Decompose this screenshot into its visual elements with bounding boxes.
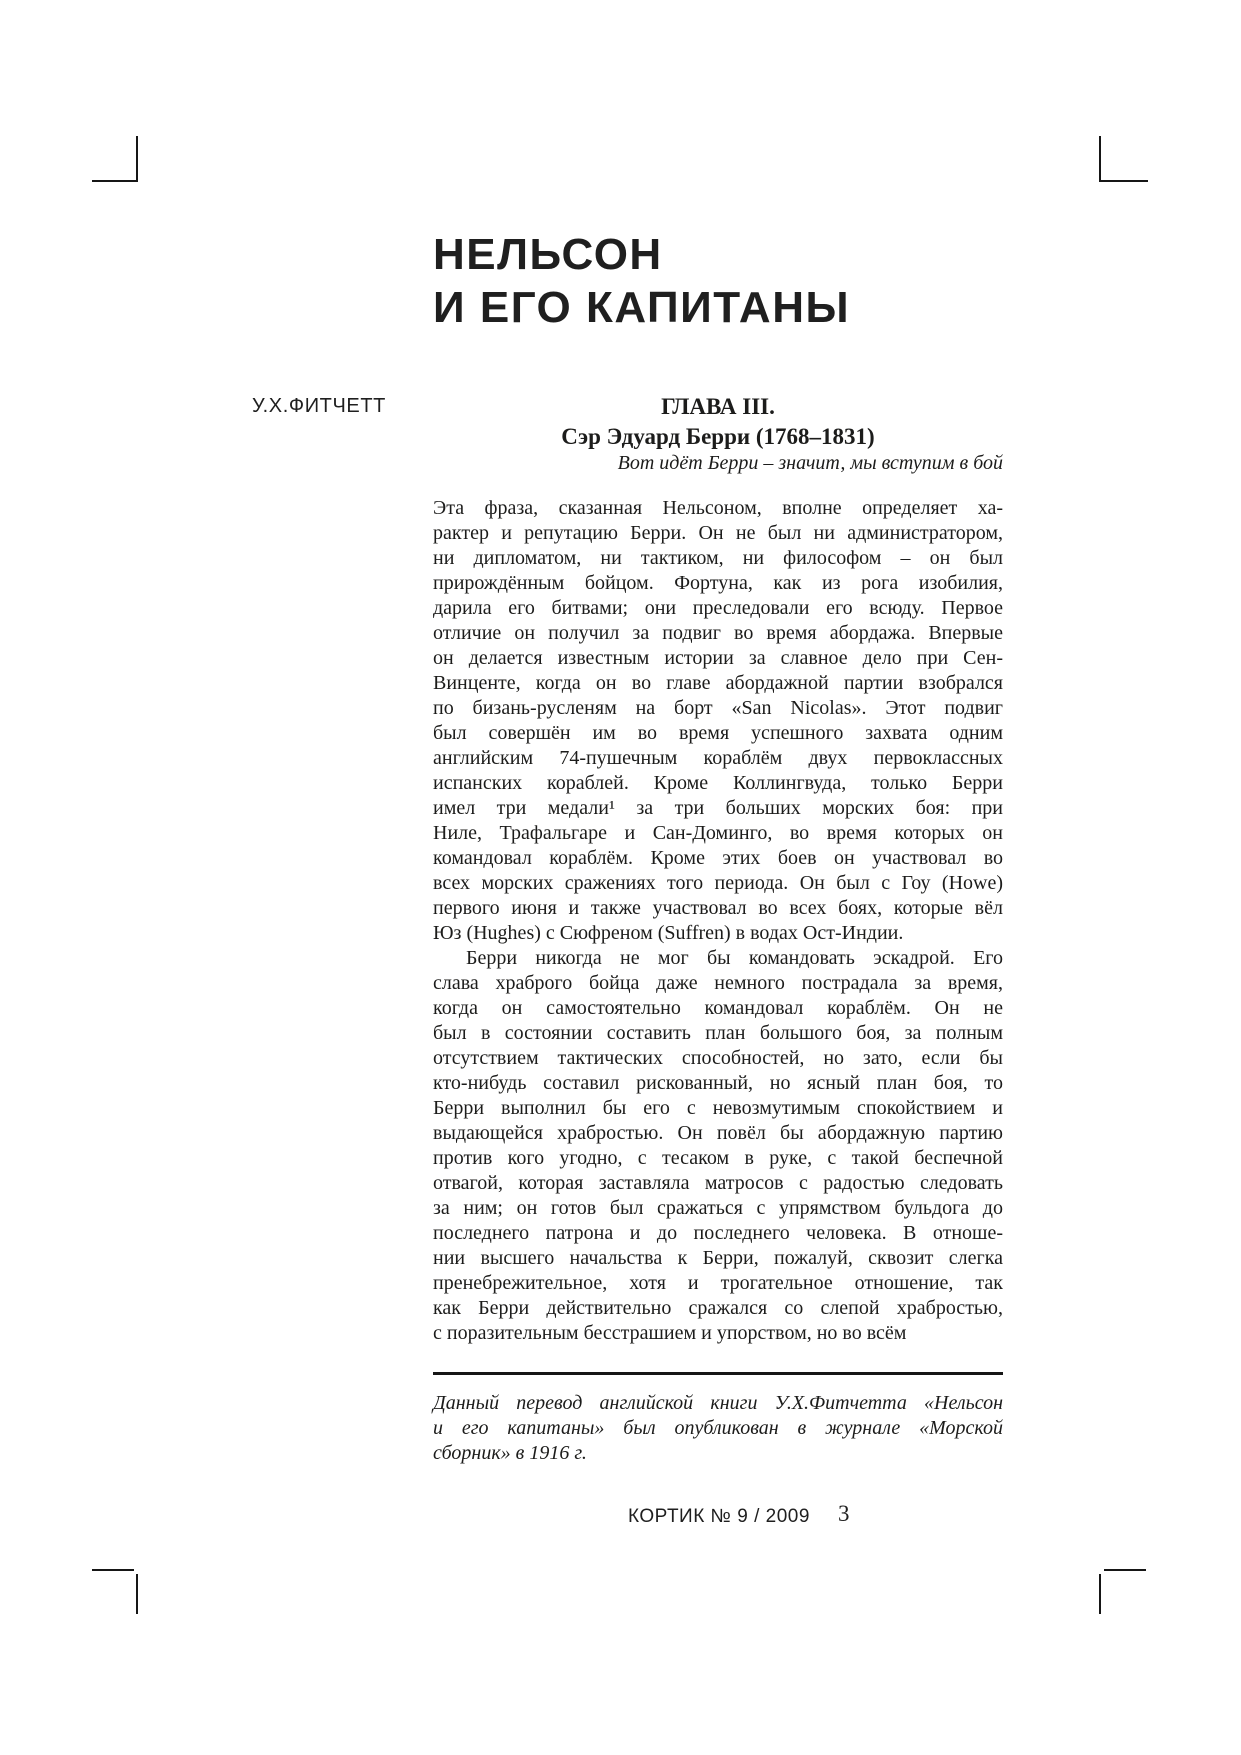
text-line: дарила его битвами; они преследовали его всюду. Первое bbox=[433, 597, 1003, 619]
paragraph bbox=[433, 946, 1003, 1346]
crop-mark-bottom-right-vertical bbox=[1099, 1574, 1101, 1614]
text-line: как Берри действительно сражался со слепой храбростью, bbox=[433, 1297, 1003, 1319]
text-line: всех морских сражениях того периода. Он был с Гоу (Howe) bbox=[433, 872, 1003, 894]
crop-mark-top-left-horizontal bbox=[92, 180, 138, 182]
body-text bbox=[433, 496, 1003, 1346]
crop-mark-bottom-right-horizontal bbox=[1104, 1569, 1146, 1571]
journal-title: КОРТИК № 9 / 2009 bbox=[628, 1506, 810, 1527]
chapter-subheading: Сэр Эдуард Берри (1768–1831) bbox=[561, 424, 875, 449]
article-title bbox=[433, 228, 850, 334]
article-title-line-1: НЕЛЬСОН bbox=[433, 230, 663, 279]
text-line: кто-нибудь составил рискованный, но ясный план боя, то bbox=[433, 1072, 1003, 1094]
text-line: Юз (Hughes) с Сюфреном (Suffren) в водах Ост-Индии. bbox=[433, 922, 904, 944]
text-line: когда он самостоятельно командовал кораблём. Он не bbox=[433, 997, 1003, 1019]
footnote-rule bbox=[433, 1372, 1003, 1375]
text-line: Ниле, Трафальгаре и Сан-Доминго, во время которых он bbox=[433, 822, 1003, 844]
text-line: имел три медали¹ за три больших морских боя: при bbox=[433, 797, 1003, 819]
crop-mark-bottom-left-horizontal bbox=[92, 1569, 134, 1571]
text-line: рактер и репутацию Берри. Он не был ни администратором, bbox=[433, 522, 1003, 544]
text-line: нии высшего начальства к Берри, пожалуй, сквозит слегка bbox=[433, 1247, 1003, 1269]
text-line: был совершён им во время успешного захвата одним bbox=[433, 722, 1003, 744]
text-line: сборник» в 1916 г. bbox=[433, 1442, 587, 1464]
page-number: 3 bbox=[838, 1501, 850, 1526]
text-line: с поразительным бесстрашием и упорством, но во всём bbox=[433, 1322, 907, 1344]
crop-mark-top-left-vertical bbox=[136, 136, 138, 182]
chapter-heading: ГЛАВА III. bbox=[661, 394, 775, 419]
text-line: отвагой, которая заставляла матросов с радостью следовать bbox=[433, 1172, 1003, 1194]
crop-mark-top-right-horizontal bbox=[1100, 180, 1148, 182]
text-line: он делается известным истории за славное дело при Сен- bbox=[433, 647, 1003, 669]
text-line: английским 74-пушечным кораблём двух первоклассных bbox=[433, 747, 1003, 769]
text-line: слава храброго бойца даже немного пострадала за время, bbox=[433, 972, 1003, 994]
text-line: и его капитаны» был опубликован в журнале «Морской bbox=[433, 1417, 1003, 1439]
text-line: Винценте, когда он во главе абордажной партии взобрался bbox=[433, 672, 1003, 694]
footnote bbox=[433, 1391, 1003, 1466]
text-line: выдающейся храбростью. Он повёл бы абордажную партию bbox=[433, 1122, 1003, 1144]
crop-mark-bottom-left-vertical bbox=[136, 1574, 138, 1614]
text-line: отличие он получил за подвиг во время абордажа. Впервые bbox=[433, 622, 1003, 644]
text-line: против кого угодно, с тесаком в руке, с такой беспечной bbox=[433, 1147, 1003, 1169]
paragraph bbox=[433, 496, 1003, 946]
text-line: испанских кораблей. Кроме Коллингвуда, только Берри bbox=[433, 772, 1003, 794]
text-line: Берри выполнил бы его с невозмутимым спокойствием и bbox=[433, 1097, 1003, 1119]
text-line: Берри никогда не мог бы командовать эскадрой. Его bbox=[466, 947, 1003, 969]
epigraph: Вот идёт Берри – значит, мы вступим в бой bbox=[617, 452, 1003, 474]
text-line: последнего патрона и до последнего человека. В отноше- bbox=[433, 1222, 1003, 1244]
text-line: первого июня и также участвовал во всех боях, которые вёл bbox=[433, 897, 1003, 919]
text-line: пренебрежительное, хотя и трогательное отношение, так bbox=[433, 1272, 1003, 1294]
article-title-line-2: И ЕГО КАПИТАНЫ bbox=[433, 283, 851, 332]
text-line: был в состоянии составить план большого боя, за полным bbox=[433, 1022, 1003, 1044]
author-name: У.Х.ФИТЧЕТТ bbox=[252, 395, 387, 417]
text-line: за ним; он готов был сражаться с упрямством бульдога до bbox=[433, 1197, 1003, 1219]
text-line: ни дипломатом, ни тактиком, ни философом – он был bbox=[433, 547, 1003, 569]
text-line: Данный перевод английской книги У.Х.Фитчетта «Нельсон bbox=[433, 1392, 1003, 1414]
chapter-heading-block bbox=[433, 392, 1003, 452]
text-line: Эта фраза, сказанная Нельсоном, вполне определяет ха- bbox=[433, 497, 1003, 519]
text-line: командовал кораблём. Кроме этих боев он участвовал во bbox=[433, 847, 1003, 869]
text-line: прирождённым бойцом. Фортуна, как из рога изобилия, bbox=[433, 572, 1003, 594]
text-line: отсутствием тактических способностей, но зато, если бы bbox=[433, 1047, 1003, 1069]
text-line: по бизань-русленям на борт «San Nicolas». Этот подвиг bbox=[433, 697, 1003, 719]
crop-mark-top-right-vertical bbox=[1099, 136, 1101, 182]
